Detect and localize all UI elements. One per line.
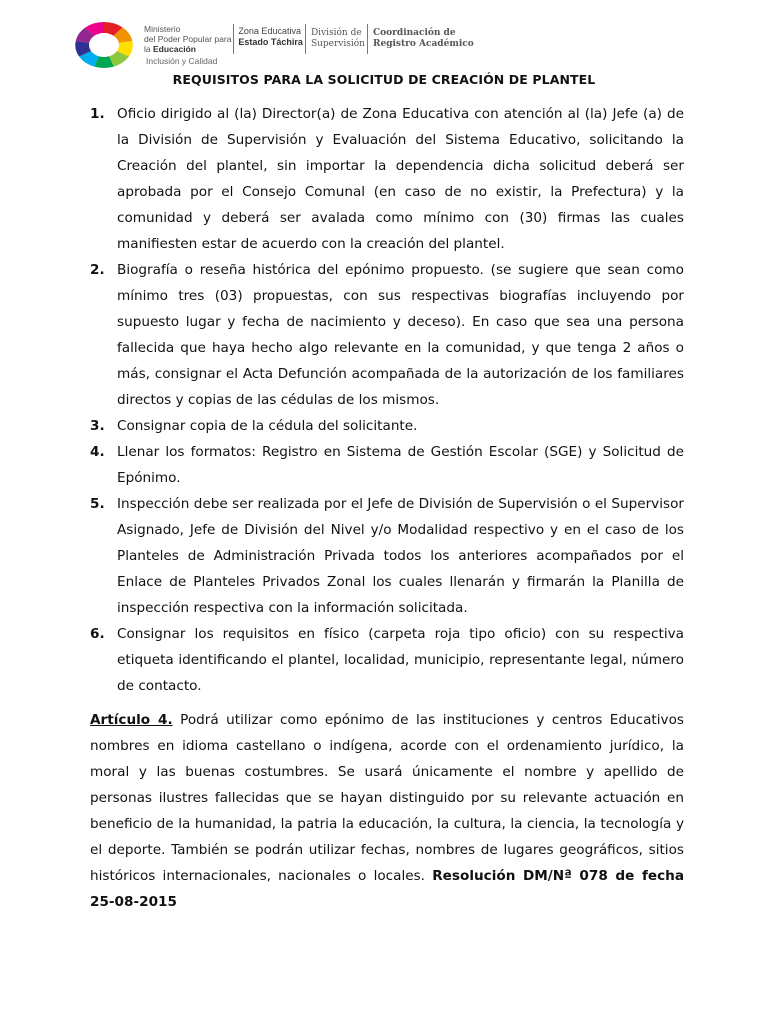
requirement-item <box>90 621 684 699</box>
division-label <box>308 28 365 50</box>
ministry-name <box>144 24 231 66</box>
requirement-item <box>90 257 684 413</box>
requirement-number: 5. <box>90 496 105 512</box>
article-paragraph <box>90 707 684 915</box>
requirement-number: 2. <box>90 262 105 278</box>
ministry-tagline: Inclusión y Calidad <box>146 56 218 66</box>
division-line-1: División de <box>310 28 362 38</box>
requirement-text: Oficio dirigido al (la) Director(a) de Zona Educativa con atención al (la) Jefe (a) de la División de Supervisión y Evaluación del Sistema Educativo, solicitando la Creación del plantel, sin importar la dependencia dicha solicitud deberá ser aprobada por el Consejo Comunal (en caso de no existir, la Prefectura) y la comunidad y deberá ser avalada como mínimo con (30) firmas las cuales manifiesten estar de acuerdo con la creación del plantel. <box>117 106 684 252</box>
division-line-2: Supervisión <box>310 39 365 49</box>
coord-line-1: Coordinación de <box>372 28 456 38</box>
requirement-number: 3. <box>90 418 105 434</box>
header-divider <box>367 24 368 54</box>
article-body: Podrá utilizar como epónimo de las instituciones y centros Educativos nombres en idioma castellano o indígena, acorde con el ordenamiento jurídico, la moral y las buenas costumbres. Se usará únicamente el nombre y apellido de personas ilustres fallecidas que se hayan distinguido por su relevante actuación en beneficio de la humanidad, la patria la educación, la cultura, la ciencia, la tecnología y el deporte. También se podrán utilizar fechas, nombres de lugares geográficos, sitios históricos internacionales, nacionales o locales. <box>90 712 684 884</box>
letterhead <box>68 20 474 70</box>
requirement-number: 4. <box>90 444 105 460</box>
requirements-list <box>90 101 684 699</box>
requirement-item <box>90 101 684 257</box>
ministry-line-2: del Poder Popular para <box>144 34 232 44</box>
requirement-text: Inspección debe ser realizada por el Jefe de División de Supervisión o el Supervisor Asignado, Jefe de División del Nivel y/o Modalidad respectivo y en el caso de los Planteles de Administración Privada todos los anteriores acompañados por el Enlace de Planteles Privados Zonal los cuales llenarán y firmarán la Planilla de inspección respectiva con la información solicitada. <box>117 496 684 616</box>
zone-label <box>236 26 303 48</box>
requirement-item <box>90 439 684 491</box>
coordination-label <box>370 28 474 50</box>
coord-line-2: Registro Académico <box>372 39 474 49</box>
requirement-number: 6. <box>90 626 105 642</box>
ministry-line-1: Ministerio <box>144 24 181 34</box>
requirement-number: 1. <box>90 106 105 122</box>
requirement-item <box>90 413 684 439</box>
article-heading: Artículo 4. <box>90 712 173 728</box>
requirement-text: Biografía o reseña histórica del epónimo propuesto. (se sugiere que sean como mínimo tres (03) propuestas, con sus respectivas biografías incluyendo por supuesto lugar y fecha de nacimiento y deceso). En caso que sea una persona fallecida que haya hecho algo relevante en la comunidad, y que tenga 2 años o más, consignar el Acta Defunción acompañada de la autorización de los familiares directos y copias de las cédulas de los mismos. <box>117 262 684 408</box>
requirement-text: Consignar copia de la cédula del solicitante. <box>117 418 418 434</box>
ministry-line-3-education: Educación <box>152 44 196 54</box>
requirement-text: Consignar los requisitos en físico (carpeta roja tipo oficio) con su respectiva etiqueta identificando el plantel, localidad, municipio, representante legal, número de contacto. <box>117 626 684 694</box>
resolution-reference: Resolución DM/Nª 078 de fecha 25-08-2015 <box>90 868 684 910</box>
ministry-line-3-prefix: la <box>144 44 153 54</box>
ministry-logo-icon <box>68 20 140 70</box>
requirement-text: Llenar los formatos: Registro en Sistema de Gestión Escolar (SGE) y Solicitud de Epónimo. <box>117 444 684 486</box>
header-divider <box>305 24 306 54</box>
header-divider <box>233 24 234 54</box>
zone-line-1: Zona Educativa <box>238 26 301 36</box>
zone-line-2: Estado Táchira <box>238 37 303 47</box>
requirement-item <box>90 491 684 621</box>
document-title: REQUISITOS PARA LA SOLICITUD DE CREACIÓN DE PLANTEL <box>172 72 596 87</box>
